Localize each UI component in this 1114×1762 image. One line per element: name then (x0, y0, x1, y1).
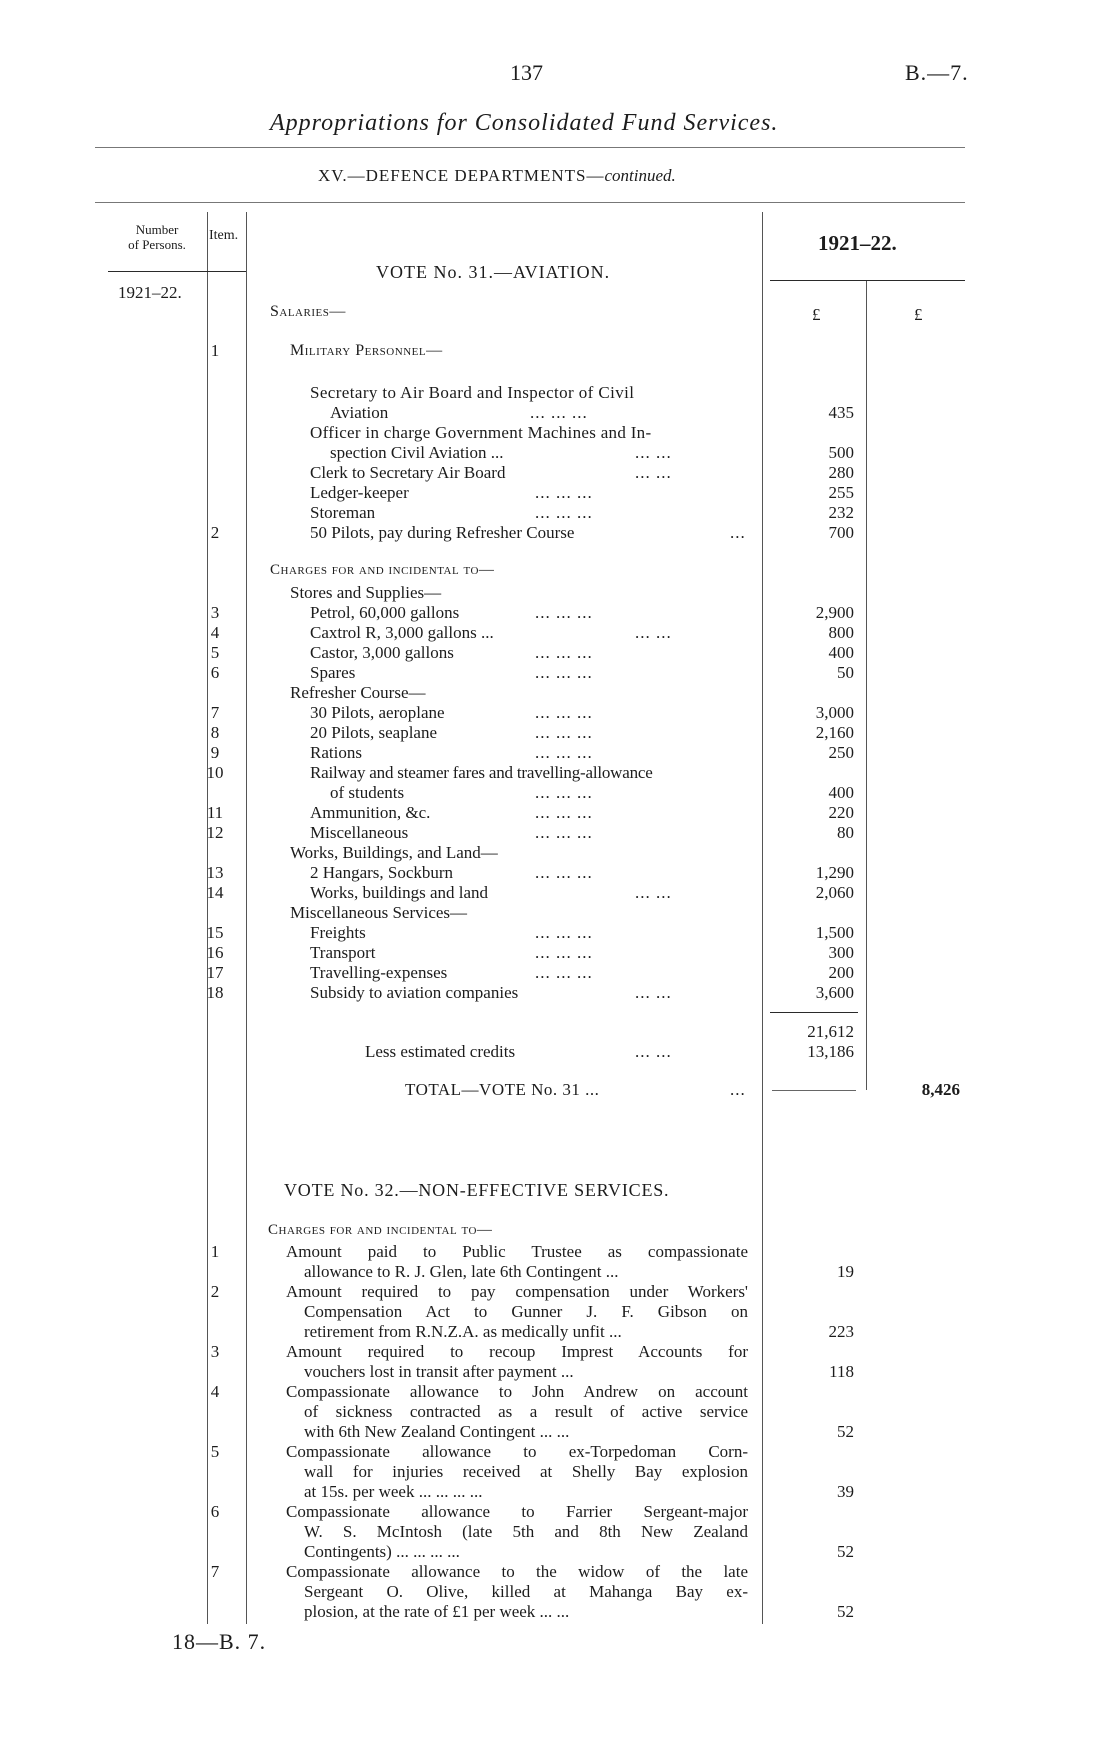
vote32-item-amount: 118 (829, 1362, 854, 1381)
vote32-item-text: retirement from R.N.Z.A. as medically unfit ... (304, 1322, 622, 1341)
railway-label-cont: of students (330, 783, 405, 802)
vote32-item-line (0, 1242, 1114, 1262)
item-number: 12 (206, 823, 224, 842)
vote32-item-text: Compensation Act to Gunner J. F. Gibson on (304, 1302, 748, 1321)
total-dash-rule (772, 1090, 856, 1091)
leader-dots: ... ... ... (535, 643, 593, 662)
document-reference: B.—7. (905, 60, 969, 85)
misc-label: Transport (310, 943, 376, 962)
personnel-label: Secretary to Air Board and Inspector of Civil (310, 383, 635, 402)
vote32-item-text: Amount paid to Public Trustee as compassionate (286, 1242, 748, 1261)
vote32-item-line (0, 1342, 1114, 1362)
charges-heading: Charges for and incidental to— (270, 562, 495, 578)
item-number: 1 (210, 1242, 220, 1261)
stores-row (0, 623, 1114, 643)
vote32-item-text: Compassionate allowance to John Andrew on account (286, 1382, 748, 1401)
vote32-item-text: of sickness contracted as a result of active service (304, 1402, 748, 1421)
item-number: 1 (210, 341, 220, 360)
stores-label: Castor, 3,000 gallons (310, 643, 454, 662)
item-number: 3 (210, 603, 220, 622)
stores-label: Spares (310, 663, 356, 682)
item-number: 7 (210, 703, 220, 722)
leader-dots: ... ... ... (535, 483, 593, 502)
personnel-label-cont: Aviation (330, 403, 389, 422)
less-credits-amount: 13,186 (807, 1042, 854, 1061)
item-number: 17 (206, 963, 224, 982)
pilots-label: 50 Pilots, pay during Refresher Course (310, 523, 575, 542)
works-row (0, 883, 1114, 903)
vote32-item-line (0, 1402, 1114, 1422)
misc-row (0, 983, 1114, 1003)
vote32-item-amount: 223 (828, 1322, 854, 1341)
misc-heading-row (0, 903, 1114, 923)
refresher-amount: 250 (828, 743, 854, 762)
page-title: Appropriations for Consolidated Fund Services. (270, 110, 779, 136)
misc-amount: 1,500 (815, 923, 854, 942)
vote32-item-line (0, 1362, 1114, 1382)
personnel-amount: 500 (828, 443, 854, 462)
misc-row (0, 963, 1114, 983)
pilots-row (0, 523, 1114, 543)
title-rule (95, 147, 965, 148)
misc-amount: 300 (828, 943, 854, 962)
vote32-item-text: wall for injuries received at Shelly Bay explosion (304, 1462, 748, 1481)
item-number: 2 (210, 523, 220, 542)
leader-dots: ... ... (635, 883, 672, 902)
stores-row (0, 603, 1114, 623)
leader-dots: ... ... ... (535, 823, 593, 842)
refresher-amount: 220 (828, 803, 854, 822)
railway-row (0, 763, 1114, 783)
item-number: 4 (210, 1382, 220, 1401)
personnel-line (0, 483, 1114, 503)
misc-amount: 200 (828, 963, 854, 982)
personnel-line (0, 403, 1114, 423)
vote32-item-line (0, 1382, 1114, 1402)
refresher-row (0, 803, 1114, 823)
personnel-label: Officer in charge Government Machines and In- (310, 423, 652, 442)
stores-amount: 50 (837, 663, 854, 682)
works-amount: 2,060 (815, 883, 854, 902)
refresher-heading-row (0, 683, 1114, 703)
subtitle-main: XV.—DEFENCE DEPARTMENTS— (318, 166, 605, 185)
item-number: 18 (206, 983, 224, 1002)
vote32-item-text: plosion, at the rate of £1 per week ... ... (304, 1602, 570, 1621)
refresher-amount: 3,000 (815, 703, 854, 722)
item-number: 4 (210, 623, 220, 642)
works-heading: Works, Buildings, and Land— (290, 843, 498, 862)
works-heading-row (0, 843, 1114, 863)
vote32-item-line (0, 1482, 1114, 1502)
misc-label: Travelling-expenses (310, 963, 448, 982)
stores-amount: 2,900 (815, 603, 854, 622)
leader-dots: ... (730, 1080, 746, 1099)
vote32-item-text: vouchers lost in transit after payment ... (304, 1362, 574, 1381)
item-number: 15 (206, 923, 224, 942)
subtotal-rule (770, 1012, 858, 1013)
item-number: 3 (210, 1342, 220, 1361)
salaries-heading: Salaries— (270, 303, 346, 320)
stores-heading: Stores and Supplies— (290, 583, 442, 602)
leader-dots: ... ... ... (535, 863, 593, 882)
vote32-item-line (0, 1602, 1114, 1622)
vote32-item-line (0, 1322, 1114, 1342)
misc-row (0, 943, 1114, 963)
vote32-item-text: W. S. McIntosh (late 5th and 8th New Zealand (304, 1522, 748, 1541)
refresher-label: 30 Pilots, aeroplane (310, 703, 445, 722)
works-row (0, 863, 1114, 883)
stores-amount: 800 (828, 623, 854, 642)
refresher-row (0, 723, 1114, 743)
vote31-total-row (0, 1080, 1114, 1100)
personnel-amount: 255 (828, 483, 854, 502)
item-number: 14 (206, 883, 224, 902)
persons-header (108, 222, 206, 252)
section-subtitle (318, 166, 676, 186)
vote32-item-line (0, 1522, 1114, 1542)
vote32-item-line (0, 1562, 1114, 1582)
item-number: 8 (210, 723, 220, 742)
item-number: 11 (206, 803, 224, 822)
refresher-row (0, 743, 1114, 763)
vote31-title: VOTE No. 31.—AVIATION. (376, 262, 611, 282)
leader-dots: ... ... ... (535, 963, 593, 982)
vote32-item-line (0, 1542, 1114, 1562)
leader-dots: ... ... (635, 463, 672, 482)
leader-dots: ... ... ... (535, 603, 593, 622)
misc-amount: 3,600 (815, 983, 854, 1002)
railway-label: Railway and steamer fares and travelling-allowance (310, 763, 653, 782)
persons-header-line1: Number (135, 222, 179, 237)
item-header: Item. (209, 228, 239, 243)
vote32-item-line (0, 1462, 1114, 1482)
subtotal-amount: 21,612 (807, 1022, 854, 1041)
refresher-label: Miscellaneous (310, 823, 409, 842)
vote32-item-line (0, 1502, 1114, 1522)
item-number: 10 (206, 763, 224, 782)
leader-dots: ... ... ... (530, 403, 588, 422)
stores-heading-row (0, 583, 1114, 603)
leader-dots: ... ... ... (535, 783, 593, 802)
vote32-item-text: allowance to R. J. Glen, late 6th Contingent ... (304, 1262, 619, 1281)
vote32-item-text: at 15s. per week ... ... ... ... (304, 1482, 483, 1501)
year-column-header: 1921–22. (818, 231, 897, 255)
leader-dots: ... ... ... (535, 923, 593, 942)
vote32-title: VOTE No. 32.—NON-EFFECTIVE SERVICES. (284, 1180, 670, 1200)
works-label: Works, buildings and land (310, 883, 489, 902)
leader-dots: ... ... ... (535, 943, 593, 962)
footer-signature: 18—B. 7. (172, 1629, 267, 1654)
less-credits-row (0, 1042, 1114, 1062)
vote32-item-text: Compassionate allowance to Farrier Sergeant-major (286, 1502, 748, 1521)
personnel-line (0, 423, 1114, 443)
misc-row (0, 923, 1114, 943)
leader-dots: ... ... (635, 983, 672, 1002)
refresher-heading: Refresher Course— (290, 683, 426, 702)
leader-dots: ... ... (635, 1042, 672, 1061)
personnel-label: Clerk to Secretary Air Board (310, 463, 506, 482)
refresher-label: Rations (310, 743, 362, 762)
railway-row-cont (0, 783, 1114, 803)
vote32-item-text: Compassionate allowance to ex-Torpedoman Corn- (286, 1442, 748, 1461)
pound-label-2: £ (914, 305, 923, 324)
stores-row (0, 663, 1114, 683)
page-number: 137 (510, 60, 543, 85)
personnel-amount: 232 (828, 503, 854, 522)
refresher-row (0, 703, 1114, 723)
item-number: 16 (206, 943, 224, 962)
military-personnel-row (0, 341, 1114, 361)
item-number: 5 (210, 643, 220, 662)
item-number: 6 (210, 1502, 220, 1521)
personnel-line (0, 383, 1114, 403)
item-number: 6 (210, 663, 220, 682)
military-personnel-heading: Military Personnel— (290, 342, 443, 359)
leader-dots: ... ... ... (535, 663, 593, 682)
vote32-item-text: Sergeant O. Olive, killed at Mahanga Bay ex- (304, 1582, 748, 1601)
vote31-total-label: TOTAL—VOTE No. 31 ... (405, 1080, 600, 1099)
railway-amount: 400 (828, 783, 854, 802)
vote32-item-text: Contingents) ... ... ... ... (304, 1542, 460, 1561)
pilots-amount: 700 (828, 523, 854, 542)
works-label: 2 Hangars, Sockburn (310, 863, 454, 882)
vote32-item-amount: 52 (837, 1422, 854, 1441)
stores-row (0, 643, 1114, 663)
vote32-item-text: Compassionate allowance to the widow of the late (286, 1562, 748, 1581)
year-header-rule (770, 280, 965, 281)
vote32-item-line (0, 1302, 1114, 1322)
works-amount: 1,290 (815, 863, 854, 882)
item-number: 9 (210, 743, 220, 762)
vote32-item-amount: 19 (837, 1262, 854, 1281)
less-credits-label: Less estimated credits (365, 1042, 516, 1061)
refresher-label: 20 Pilots, seaplane (310, 723, 438, 742)
leader-dots: ... ... ... (535, 503, 593, 522)
vote32-item-amount: 39 (837, 1482, 854, 1501)
leader-dots: ... ... ... (535, 723, 593, 742)
refresher-label: Ammunition, &c. (310, 803, 431, 822)
vote32-item-line (0, 1582, 1114, 1602)
persons-header-line2: of Persons. (128, 237, 186, 252)
item-number: 13 (206, 863, 224, 882)
subtitle-rule (95, 202, 965, 203)
personnel-label: Ledger-keeper (310, 483, 409, 502)
vote32-item-line (0, 1422, 1114, 1442)
personnel-label-cont: spection Civil Aviation ... (330, 443, 504, 462)
refresher-row (0, 823, 1114, 843)
personnel-label: Storeman (310, 503, 376, 522)
subtotal-row (0, 1022, 1114, 1042)
personnel-line (0, 503, 1114, 523)
vote32-charges-heading: Charges for and incidental to— (268, 1222, 493, 1238)
persons-header-rule (108, 271, 246, 272)
leader-dots: ... ... ... (535, 803, 593, 822)
leader-dots: ... (730, 523, 746, 542)
refresher-amount: 2,160 (815, 723, 854, 742)
vote32-item-line (0, 1262, 1114, 1282)
personnel-amount: 435 (828, 403, 854, 422)
vote32-item-line (0, 1282, 1114, 1302)
item-number: 5 (210, 1442, 220, 1461)
vote32-item-line (0, 1442, 1114, 1462)
refresher-amount: 80 (837, 823, 854, 842)
leader-dots: ... ... (635, 623, 672, 642)
personnel-line (0, 463, 1114, 483)
personnel-line (0, 443, 1114, 463)
vote32-item-text: Amount required to recoup Imprest Accounts for (286, 1342, 748, 1361)
misc-heading: Miscellaneous Services— (290, 903, 468, 922)
vote32-item-amount: 52 (837, 1542, 854, 1561)
vote32-item-text: Amount required to pay compensation under Workers' (286, 1282, 748, 1301)
vote31-total-amount: 8,426 (921, 1080, 960, 1099)
leader-dots: ... ... ... (535, 743, 593, 762)
stores-label: Caxtrol R, 3,000 gallons ... (310, 623, 494, 642)
vote32-item-text: with 6th New Zealand Contingent ... ... (304, 1422, 570, 1441)
misc-label: Subsidy to aviation companies (310, 983, 519, 1002)
misc-label: Freights (310, 923, 366, 942)
stores-label: Petrol, 60,000 gallons (310, 603, 460, 622)
pound-label-1: £ (812, 305, 821, 324)
item-number: 7 (210, 1562, 220, 1581)
stores-amount: 400 (828, 643, 854, 662)
leader-dots: ... ... ... (535, 703, 593, 722)
personnel-amount: 280 (828, 463, 854, 482)
leader-dots: ... ... (635, 443, 672, 462)
subtitle-continued: continued. (604, 166, 676, 185)
vote32-item-amount: 52 (837, 1602, 854, 1621)
persons-year-label: 1921–22. (118, 283, 182, 302)
item-number: 2 (210, 1282, 220, 1301)
